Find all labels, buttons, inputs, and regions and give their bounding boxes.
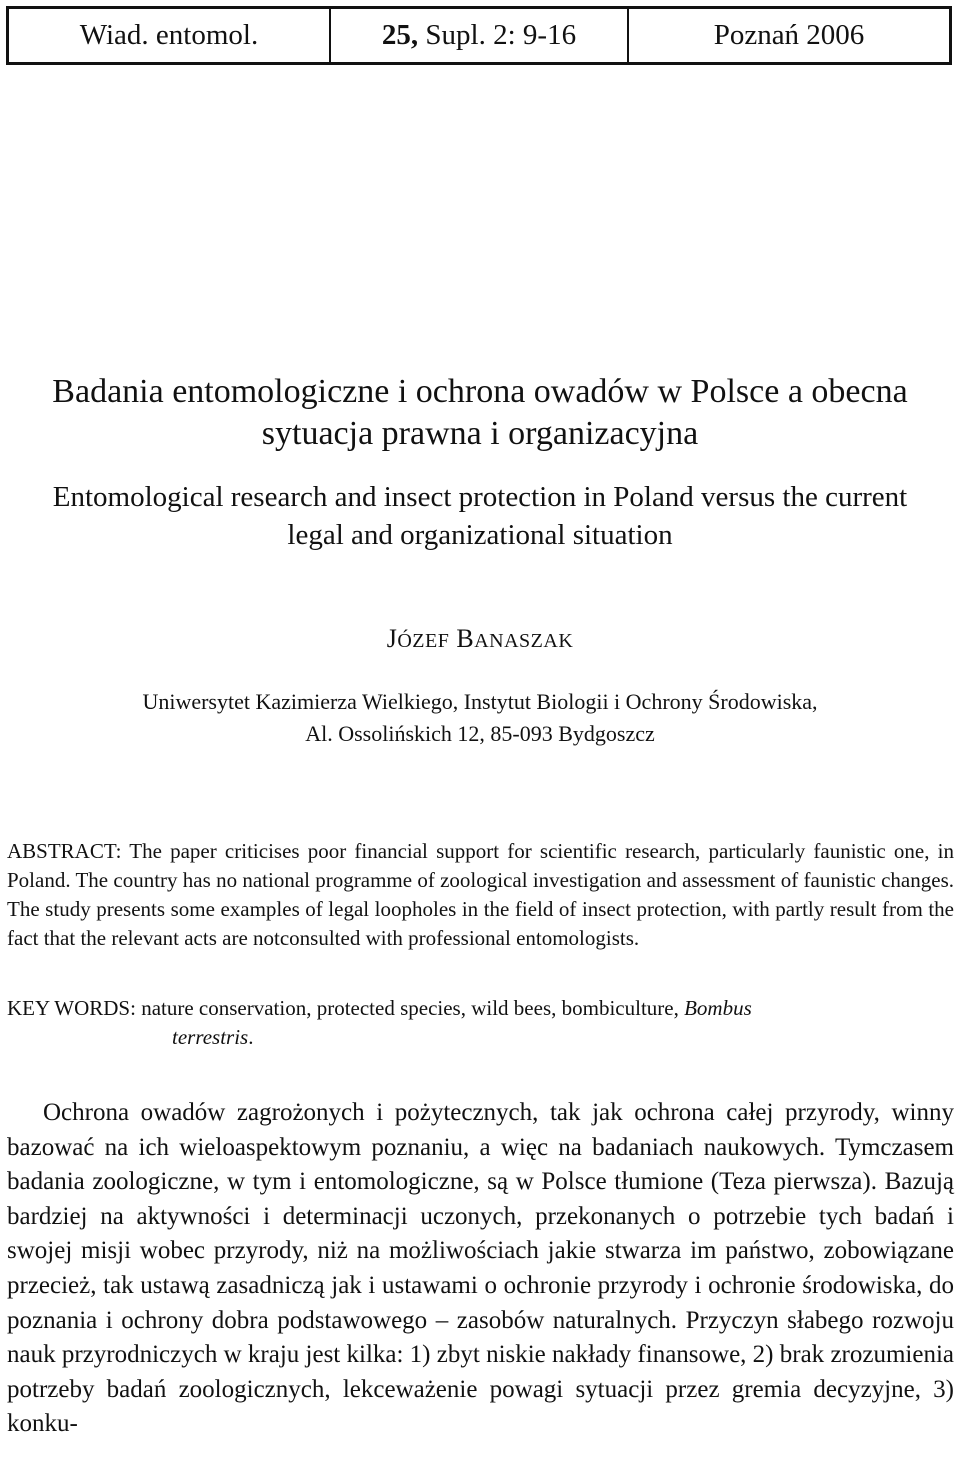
title-english-line-2: legal and organizational situation xyxy=(287,519,673,551)
title-polish xyxy=(0,371,960,455)
author-last-initial: B xyxy=(456,624,475,653)
affiliation-line-2: Al. Ossolińskich 12, 85-093 Bydgoszcz xyxy=(305,721,655,746)
place-year xyxy=(629,9,949,62)
body-paragraph: Ochrona owadów zagrożonych i pożytecznych, tak jak ochrona całej przyrody, winny bazować na ich wieloaspektowym poznaniu, a więc na badaniach naukowych. Tymczasem badania zoologiczne, w tym i entomologiczne, są w Polsce tłumione (Teza pierwsza). Bazują bardziej na aktywności i determinacji uczonych, przekonanych o potrzebie tych badań i swojej misji wobec przyrody, niż na możliwościach jakie stwarza im państwo, zobowiązane przecież, tak ustawą zasadniczą jak i ustawami o ochronie przyrody i ochronie środowiska, do poznania i ochrony dobra podstawowego – zasobów naturalnych. Przyczyn słabego rozwoju nauk przyrodniczych w kraju jest kilka: 1) zbyt niskie nakłady finansowe, 2) brak zrozumienia potrzeby badań zoologicznych, lekceważenie powagi sytuacji przez gremia decyzyjne, 3) konku- xyxy=(7,1099,954,1438)
title-english xyxy=(0,478,960,554)
title-english-line-1: Entomological research and insect protection in Poland versus the current xyxy=(52,481,908,513)
journal-header xyxy=(6,6,952,65)
journal-name xyxy=(9,9,331,62)
keywords-end: . xyxy=(248,1025,254,1049)
journal-name-text: Wiad. entomol. xyxy=(79,19,259,51)
keywords-species: terrestris xyxy=(172,1025,249,1049)
author-first-initial: J xyxy=(386,624,398,653)
affiliation-line-1: Uniwersytet Kazimierza Wielkiego, Instytut Biologii i Ochrony Środowiska, xyxy=(142,689,818,714)
place-year-text: Poznań 2006 xyxy=(713,19,865,51)
author-last-rest: ANASZAK xyxy=(474,630,574,652)
volume-info xyxy=(331,9,629,62)
keywords-label: KEY WORDS: xyxy=(7,996,136,1020)
title-polish-line-2: sytuacja prawna i organizacyjna xyxy=(261,415,699,452)
keywords-genus: Bombus xyxy=(684,996,752,1020)
volume-number: 25, xyxy=(381,19,419,51)
author-name xyxy=(0,624,960,654)
title-polish-line-1: Badania entomologiczne i ochrona owadów w Polsce a obecna xyxy=(52,373,908,410)
author-affiliation xyxy=(0,686,960,750)
supplement-pages: Supl. 2: 9-16 xyxy=(425,19,577,51)
author-first-rest: ÓZEF xyxy=(397,630,450,652)
keywords-text: nature conservation, protected species, wild bees, bombiculture, xyxy=(141,996,679,1020)
abstract: ABSTRACT: The paper criticises poor financial support for scientific research, particularly faunistic one, in Poland. The country has no national programme of zoological investigation and assessment of faunistic changes. The study presents some examples of legal loopholes in the field of insect protection, with partly result from the fact that the relevant acts are notconsulted with professional entomologists. xyxy=(7,839,954,950)
keywords xyxy=(7,994,954,1052)
